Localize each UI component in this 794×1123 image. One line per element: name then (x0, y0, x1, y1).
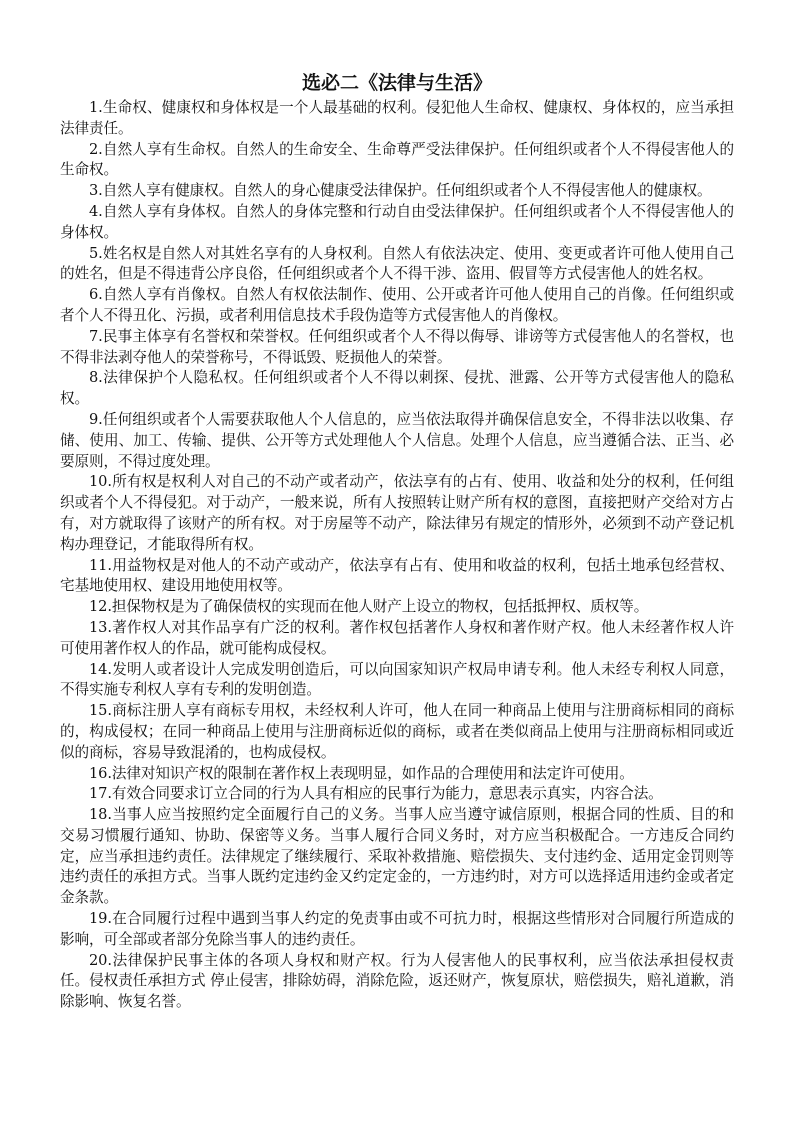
paragraph-19: 19.在合同履行过程中遇到当事人约定的免责事由或不可抗力时，根据这些情形对合同履行所造成的影响，可全部或者部分免除当事人的违约责任。 (60, 910, 734, 948)
paragraph-13: 13.著作权人对其作品享有广泛的权利。著作权包括著作人身权和著作财产权。他人未经著作权人许可使用著作权人的作品，就可能构成侵权。 (60, 618, 734, 657)
paragraph-7: 7.民事主体享有名誉权和荣誉权。任何组织或者个人不得以侮辱、诽谤等方式侵害他人的名誉权，也不得非法剥夺他人的荣誉称号，不得诋毁、贬损他人的荣誉。 (60, 327, 734, 366)
paragraph-11: 11.用益物权是对他人的不动产或动产，依法享有占有、使用和收益的权利，包括土地承包经营权、宅基地使用权、建设用地使用权等。 (60, 556, 734, 595)
paragraph-3: 3.自然人享有健康权。自然人的身心健康受法律保护。任何组织或者个人不得侵害他人的健康权。 (89, 182, 712, 200)
paragraph-5: 5.姓名权是自然人对其姓名享有的人身权利。自然人有依法决定、使用、变更或者许可他人使用自己的姓名，但是不得违背公序良俗，任何组织或者个人不得干涉、盗用、假冒等方式侵害他人的姓名权。 (60, 244, 734, 283)
paragraph-12: 12.担保物权是为了确保债权的实现而在他人财产上设立的物权，包括抵押权、质权等。 (89, 598, 649, 616)
paragraph-2: 2.自然人享有生命权。自然人的生命安全、生命尊严受法律保护。任何组织或者个人不得侵害他人的生命权。 (60, 140, 734, 179)
paragraph-15: 15.商标注册人享有商标专用权，未经权利人许可，他人在同一种商品上使用与注册商标相同的商标的，构成侵权；在同一种商品上使用与注册商标近似的商标，或者在类似商品上使用与注册商标相同或近似的商标，容易导致混淆的，也构成侵权。 (60, 702, 734, 761)
document-title: 选必二《法律与生活》 (301, 72, 492, 94)
paragraph-10: 10.所有权是权利人对自己的不动产或者动产，依法享有的占有、使用、收益和处分的权利，任何组织或者个人不得侵犯。对于动产，一般来说，所有人按照转让财产所有权的意图，直接把财产交给对方占有，对方就取得了该财产的所有权。对于房屋等不动产，除法律另有规定的情形外，必须到不动产登记机构办理登记，才能取得所有权。 (60, 473, 734, 553)
paragraph-17: 17.有效合同要求订立合同的行为人具有相应的民事行为能力，意思表示真实，内容合法。 (89, 785, 663, 803)
paragraph-6: 6.自然人享有肖像权。自然人有权依法制作、使用、公开或者许可他人使用自己的肖像。任何组织或者个人不得丑化、污损，或者利用信息技术手段伪造等方式侵害他人的肖像权。 (60, 286, 734, 324)
paragraph-20: 20.法律保护民事主体的各项人身权和财产权。行为人侵害他人的民事权利，应当依法承担侵权责任。侵权责任承担方式 停止侵害，排除妨碍，消除危险，返还财产，恢复原状，赔偿损失，赔礼道歉，消除影响、恢复名誉。 (60, 951, 734, 1011)
paragraph-16: 16.法律对知识产权的限制在著作权上表现明显，如作品的合理使用和法定许可使用。 (89, 764, 634, 782)
paragraph-1: 1.生命权、健康权和身体权是一个人最基础的权利。侵犯他人生命权、健康权、身体权的，应当承担法律责任。 (60, 99, 734, 137)
document-page (60, 70, 734, 1013)
paragraph-4: 4.自然人享有身体权。自然人的身体完整和行动自由受法律保护。任何组织或者个人不得侵害他人的身体权。 (60, 202, 734, 241)
paragraph-8: 8.法律保护个人隐私权。任何组织或者个人不得以刺探、侵扰、泄露、公开等方式侵害他人的隐私权。 (60, 369, 734, 408)
paragraph-9: 9.任何组织或者个人需要获取他人个人信息的，应当依法取得并确保信息安全，不得非法以收集、存储、使用、加工、传输、提供、公开等方式处理他人个人信息。处理个人信息，应当遵循合法、正当、必要原则，不得过度处理。 (60, 410, 734, 470)
paragraph-18: 18.当事人应当按照约定全面履行自己的义务。当事人应当遵守诚信原则，根据合同的性质、目的和交易习惯履行通知、协助、保密等义务。当事人履行合同义务时，对方应当积极配合。一方违反合同约定，应当承担违约责任。法律规定了继续履行、采取补救措施、赔偿损失、支付违约金、适用定金罚则等违约责任的承担方式。当事人既约定违约金又约定定金的，一方违约时，对方可以选择适用违约金或者定金条款。 (60, 806, 734, 907)
paragraph-14: 14.发明人或者设计人完成发明创造后，可以向国家知识产权局申请专利。他人未经专利权人同意，不得实施专利权人享有专利的发明创造。 (60, 660, 734, 699)
